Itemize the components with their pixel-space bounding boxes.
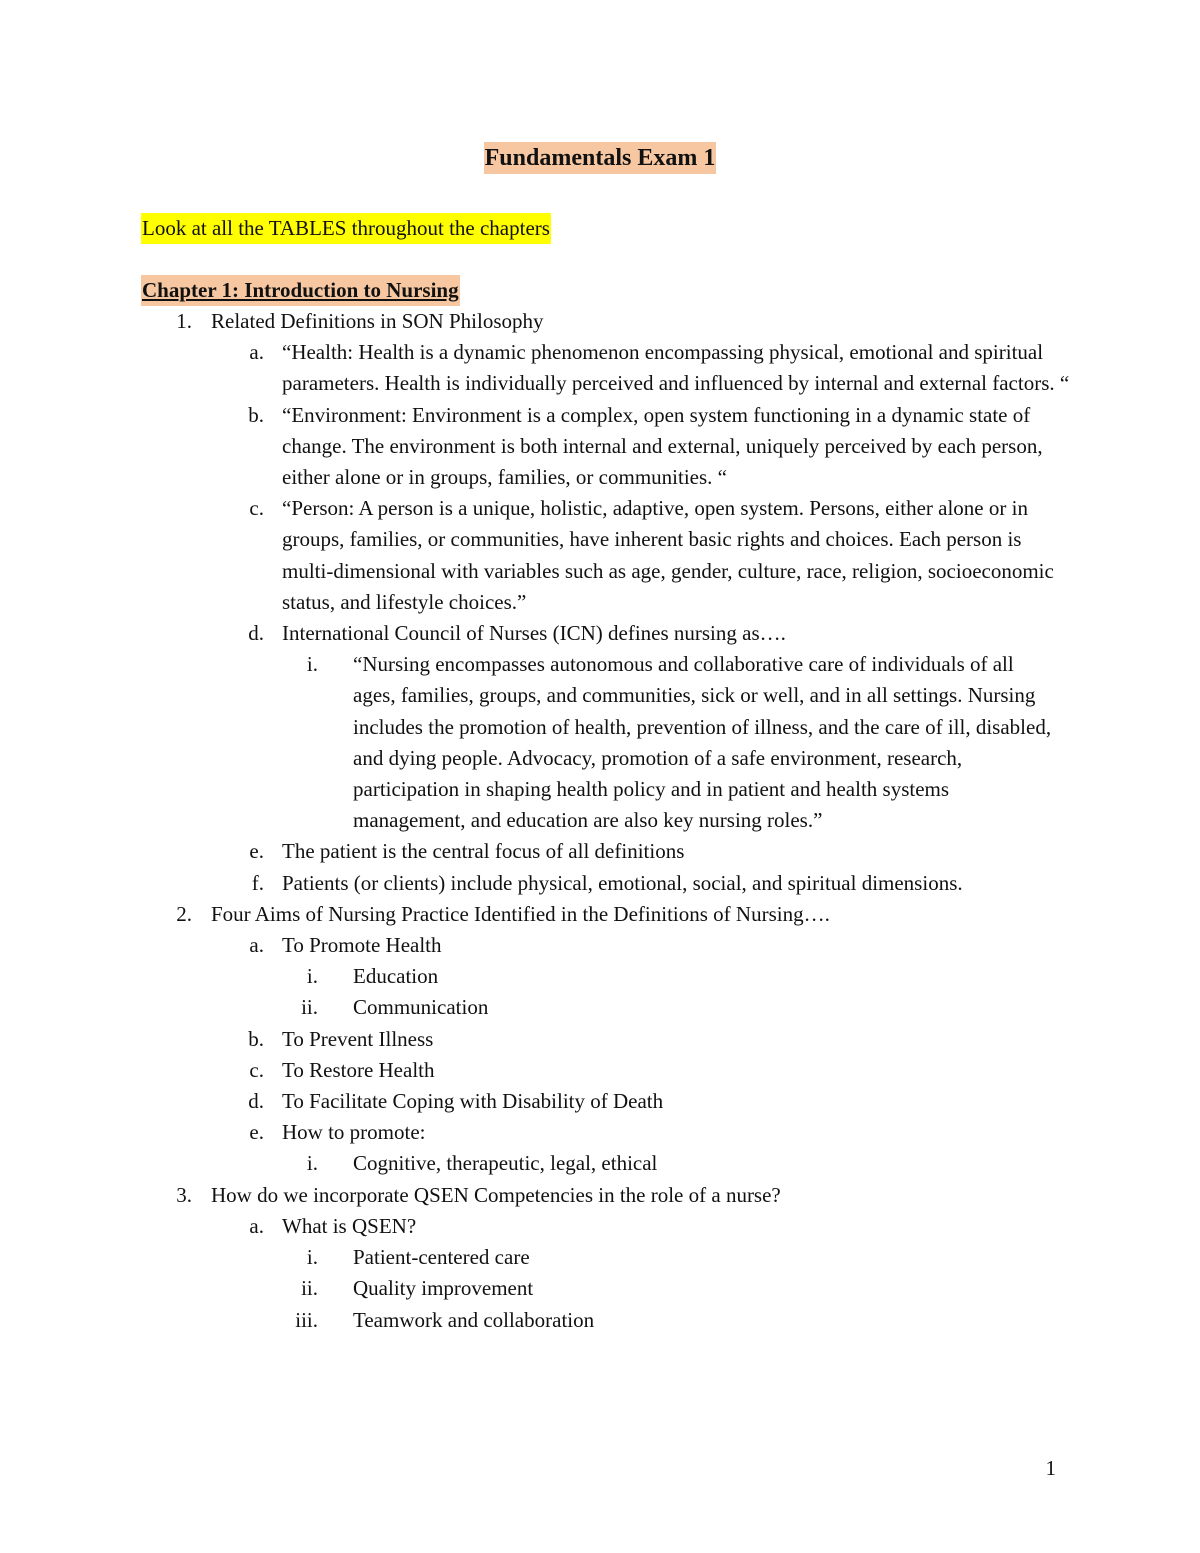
list-marker: b. — [248, 402, 264, 427]
list-item-text: Patients (or clients) include physical, emotional, social, and spiritual dimensions. — [282, 870, 963, 895]
list-item-text: To Restore Health — [282, 1057, 435, 1082]
list-marker: a. — [249, 340, 264, 365]
outline-item-level-2 — [0, 337, 1200, 399]
list-item-text: Teamwork and collaboration — [353, 1307, 595, 1332]
list-marker: 2. — [176, 901, 192, 926]
list-item-text: Related Definitions in SON Philosophy — [211, 309, 544, 333]
list-marker: d. — [248, 621, 264, 646]
list-item-text: Four Aims of Nursing Practice Identified in the Definitions of Nursing…. — [211, 901, 830, 926]
list-marker: c. — [249, 496, 264, 521]
outline-item-level-3 — [0, 992, 1200, 1023]
document-title: Fundamentals Exam 1 — [484, 142, 717, 174]
list-item-text: What is QSEN? — [282, 1213, 417, 1238]
list-item-text: “Health: Health is a dynamic phenomenon encompassing physical, emotional and spiritual parameters. Health is individually perceived and influenced by internal and external factors. “ — [282, 340, 1070, 396]
list-marker: c. — [249, 1057, 264, 1082]
list-item-text: How do we incorporate QSEN Competencies in the role of a nurse? — [211, 1182, 781, 1207]
highlighted-note: Look at all the TABLES throughout the chapters — [141, 213, 551, 244]
list-item-text: To Prevent Illness — [282, 1026, 434, 1051]
page-number: 1 — [1045, 1456, 1056, 1480]
outline-item-level-2 — [0, 836, 1200, 867]
list-marker: f. — [251, 870, 264, 895]
list-item-text: “Environment: Environment is a complex, open system functioning in a dynamic state of change. The environment is both internal and external, uniquely perceived by each person, either alone or in groups, families, or communities. “ — [282, 402, 1043, 490]
list-item-text: Patient-centered care — [353, 1245, 530, 1270]
outline-item-level-2 — [0, 493, 1200, 618]
list-item-text: “Person: A person is a unique, holistic, adaptive, open system. Persons, either alone or in groups, families, or communities, have inherent basic rights and choices. Each person is multi-dimensional with variables such as age, gender, culture, race, religion, socioeconomic status, and lifestyle choices.” — [282, 496, 1054, 614]
list-marker: ii. — [301, 1276, 318, 1301]
list-marker: i. — [306, 1245, 318, 1270]
chapter-heading: Chapter 1: Introduction to Nursing — [141, 275, 460, 306]
list-marker: e. — [249, 1120, 264, 1145]
list-item-text: Education — [353, 964, 439, 989]
list-item-text: “Nursing encompasses autonomous and collaborative care of individuals of all ages, families, groups, and communities, sick or well, and in all settings. Nursing includes the promotion of health, prevention of illness, and the care of ill, disabled, and dying people. Advocacy, promotion of a safe environment, research, participation in shaping health policy and in patient and health systems management, and education are also key nursing roles.” — [353, 652, 1052, 833]
list-item-text: Communication — [353, 995, 489, 1020]
title-container — [0, 142, 1200, 174]
outline-item-level-3 — [0, 1273, 1200, 1304]
list-marker: i. — [306, 1151, 318, 1176]
list-marker: ii. — [301, 995, 318, 1020]
outline-item-level-2 — [0, 930, 1200, 961]
outline-item-level-2 — [0, 1024, 1200, 1055]
outline-item-level-3 — [0, 961, 1200, 992]
outline-item-level-2 — [0, 1211, 1200, 1242]
outline-item-level-1 — [0, 1180, 1200, 1211]
list-item-text: International Council of Nurses (ICN) defines nursing as…. — [282, 621, 786, 646]
list-marker: iii. — [295, 1307, 318, 1332]
list-marker: d. — [248, 1089, 264, 1114]
outline-item-level-3 — [0, 1242, 1200, 1273]
outline-item-level-1 — [0, 306, 1200, 337]
list-marker: i. — [306, 652, 318, 677]
list-item-text: The patient is the central focus of all definitions — [282, 839, 685, 864]
outline-item-level-2 — [0, 618, 1200, 649]
list-item-text: Cognitive, therapeutic, legal, ethical — [353, 1151, 658, 1176]
list-item-text: To Promote Health — [282, 933, 442, 958]
list-marker: 3. — [176, 1182, 192, 1207]
outline-list — [0, 306, 1200, 1336]
outline-item-level-2 — [0, 1117, 1200, 1148]
list-marker: a. — [249, 933, 264, 958]
list-marker: 1. — [176, 309, 192, 333]
list-marker: e. — [249, 839, 264, 864]
outline-item-level-3 — [0, 1305, 1200, 1336]
list-marker: b. — [248, 1026, 264, 1051]
outline-item-level-2 — [0, 1055, 1200, 1086]
list-marker: a. — [249, 1213, 264, 1238]
list-marker: i. — [306, 964, 318, 989]
list-item-text: Quality improvement — [353, 1276, 534, 1301]
outline-item-level-2 — [0, 400, 1200, 494]
outline-item-level-2 — [0, 1086, 1200, 1117]
outline-item-level-3 — [0, 649, 1200, 836]
outline-item-level-1 — [0, 899, 1200, 930]
list-item-text: How to promote: — [282, 1120, 426, 1145]
list-item-text: To Facilitate Coping with Disability of Death — [282, 1089, 664, 1114]
outline-item-level-3 — [0, 1148, 1200, 1179]
outline-item-level-2 — [0, 868, 1200, 899]
